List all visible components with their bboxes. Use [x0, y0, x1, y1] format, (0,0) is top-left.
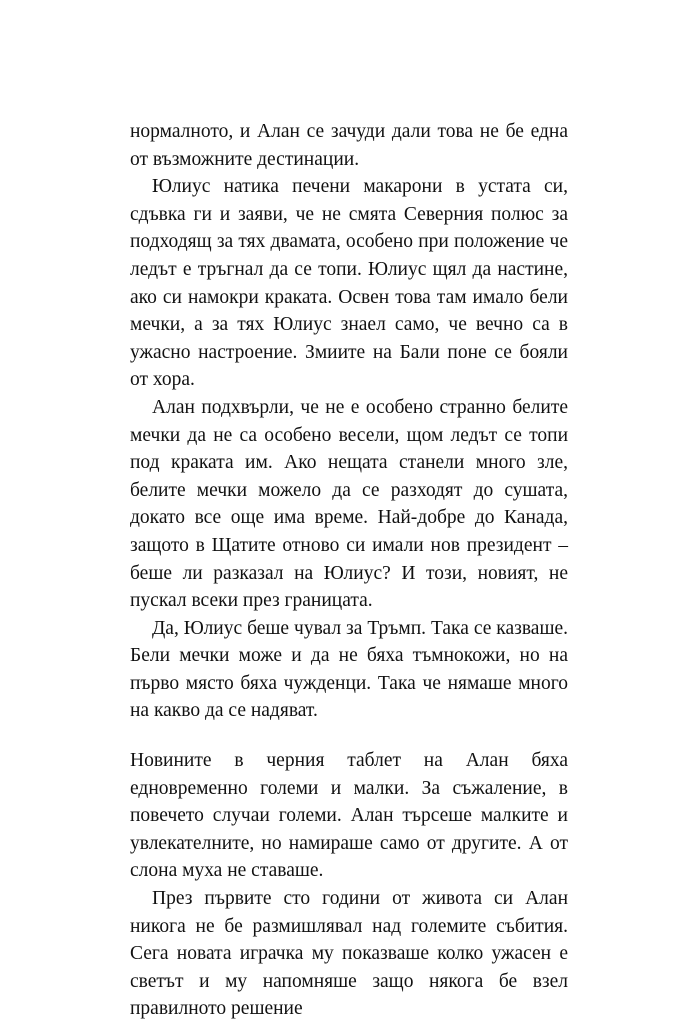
paragraph-1: нормалното, и Алан се зачуди дали това не бе една от възможните дестинации.	[130, 121, 568, 170]
paragraph-5: Новините в черния таблет на Алан бяха едновременно големи и малки. За съжаление, в повечето случаи големи. Алан търсеше малките и увлекателните, но намираше само от другите. А от слона муха не ставаше.	[130, 750, 568, 882]
book-page-text	[130, 118, 568, 1023]
paragraph-2: Юлиус натика печени макарони в устата си, сдъвка ги и заяви, че не смята Северния полюс за подходящ за тях двамата, особено при положение че ледът е тръгнал да се топи. Юлиус щял да настине, ако си намокри краката. Освен това там имало бели мечки, а за тях Юлиус знаел само, че вечно са в ужасно настроение. Змиите на Бали поне се бояли от хора.	[130, 176, 568, 391]
paragraph-4: Да, Юлиус беше чувал за Тръмп. Така се казваше. Бели мечки може и да не бяха тъмнокожи, но на първо място бяха чужденци. Така че нямаше много на какво да се надяват.	[130, 617, 568, 722]
paragraph-6: През първите сто години от живота си Алан никога не бе размишлявал над големите събития. Сега новата играчка му показваше колко ужасен е светът и му напомняше защо някога бе взел правилното решение	[130, 888, 568, 1020]
paragraph-3: Алан подхвърли, че не е особено странно белите мечки да не са особено весели, щом ледът се топи под краката им. Ако нещата станели много зле, белите мечки можело да се разходят до сушата, докато все още има време. Най-добре до Канада, защото в Щатите отново си имали нов президент – беше ли разказал на Юлиус? И този, новият, не пускал всеки през границата.	[130, 396, 568, 612]
